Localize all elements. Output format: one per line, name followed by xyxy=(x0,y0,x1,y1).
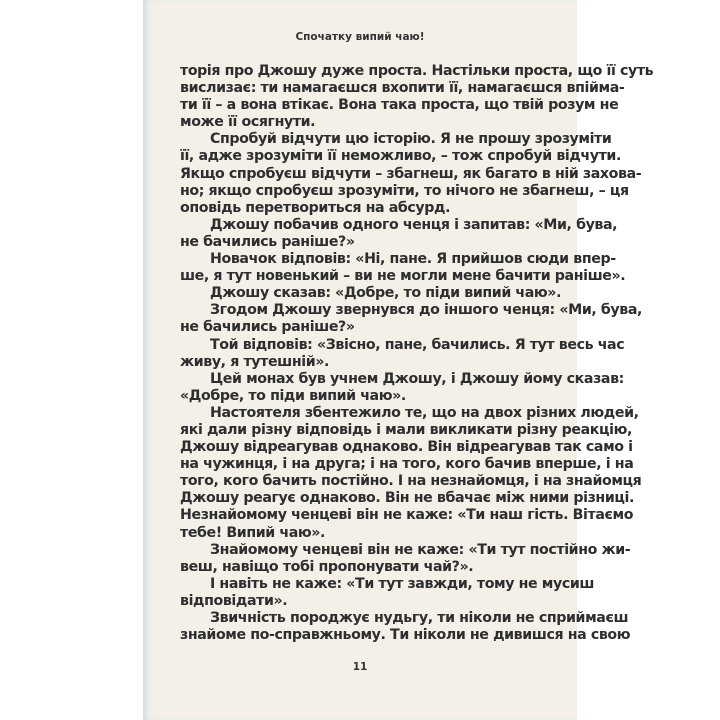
text-line: Звичність породжує нудьгу, ти ніколи не сприймаєш xyxy=(210,610,629,626)
text-line: того, кого бачить постійно. І на незнайомця, і на знайомця xyxy=(180,473,642,490)
text-line: ти її – а вона втікає. Вона така проста, що твій розум не xyxy=(180,97,619,114)
book-page xyxy=(143,0,654,720)
text-line: не бачились раніше?» xyxy=(180,319,355,336)
text-line: Згодом Джошу звернувся до іншого ченця: «Ми, бува, xyxy=(210,302,642,319)
text-line: не бачились раніше?» xyxy=(180,233,355,250)
text-line: тебе! Випий чаю». xyxy=(180,524,326,541)
text-line: Джошу сказав: «Добре, то піди випий чаю». xyxy=(210,285,562,302)
text-line: її, адже зрозуміти її неможливо, – тож спробуй відчути. xyxy=(180,148,621,165)
text-line: оповідь перетвориться на абсурд. xyxy=(180,199,451,216)
text-line: Якщо спробуєш відчути – збагнеш, як багато в ній захова- xyxy=(180,165,642,182)
text-line: відповідати». xyxy=(180,592,288,609)
text-line: но; якщо спробуєш зрозуміти, то нічого не збагнеш, – ця xyxy=(180,182,629,199)
text-line: ше, я тут новенький – ви не могли мене бачити раніше». xyxy=(180,268,626,285)
text-line: Спробуй відчути цю історію. Я не прошу зрозуміти xyxy=(210,131,612,148)
text-line: Новачок відповів: «Ні, пане. Я прийшов сюди впер- xyxy=(210,251,616,268)
text-line: на чужинця, і на друга; і на того, кого бачив вперше, і на xyxy=(180,456,634,473)
text-line: «Добре, то піди випий чаю». xyxy=(180,387,406,404)
page-number: 11 xyxy=(352,661,368,673)
text-line: Цей монах був учнем Джошу, і Джошу йому сказав: xyxy=(210,370,624,387)
text-line: може її осягнути. xyxy=(180,114,316,131)
page-body-text xyxy=(180,63,654,644)
text-line: які дали різну відповідь і мали викликати різну реакцію, xyxy=(180,421,632,438)
text-line: І навіть не каже: «Ти тут завжди, тому не мусиш xyxy=(210,575,595,592)
running-header: Спочатку випий чаю! xyxy=(295,31,425,43)
text-line: Незнайомому ченцеві він не каже: «Ти наш гість. Вітаємо xyxy=(180,507,634,524)
text-line: Джошу відреагував однаково. Він відреагував так само і xyxy=(180,439,633,456)
text-line: живу, я тутешній». xyxy=(180,353,330,370)
text-line: Настоятеля збентежило те, що на двох різних людей, xyxy=(210,404,639,421)
text-line: знайоме по-справжньому. Ти ніколи не дивишся на свою xyxy=(180,627,631,644)
text-line: торія про Джошу дуже проста. Настільки проста, що її суть xyxy=(180,63,654,79)
text-line: вислизає: ти намагаєшся вхопити її, намагаєшся впійма- xyxy=(180,80,625,97)
text-line: Знайомому ченцеві він не каже: «Ти тут постійно жи- xyxy=(210,541,631,558)
text-line: веш, навіщо тобі пропонувати чай?». xyxy=(180,558,474,575)
text-line: Той відповів: «Звісно, пане, бачились. Я тут весь час xyxy=(210,336,625,353)
text-line: Джошу побачив одного ченця і запитав: «Ми, бува, xyxy=(210,216,618,233)
text-line: Джошу реагує однаково. Він не вбачає між ними різниці. xyxy=(180,490,634,507)
